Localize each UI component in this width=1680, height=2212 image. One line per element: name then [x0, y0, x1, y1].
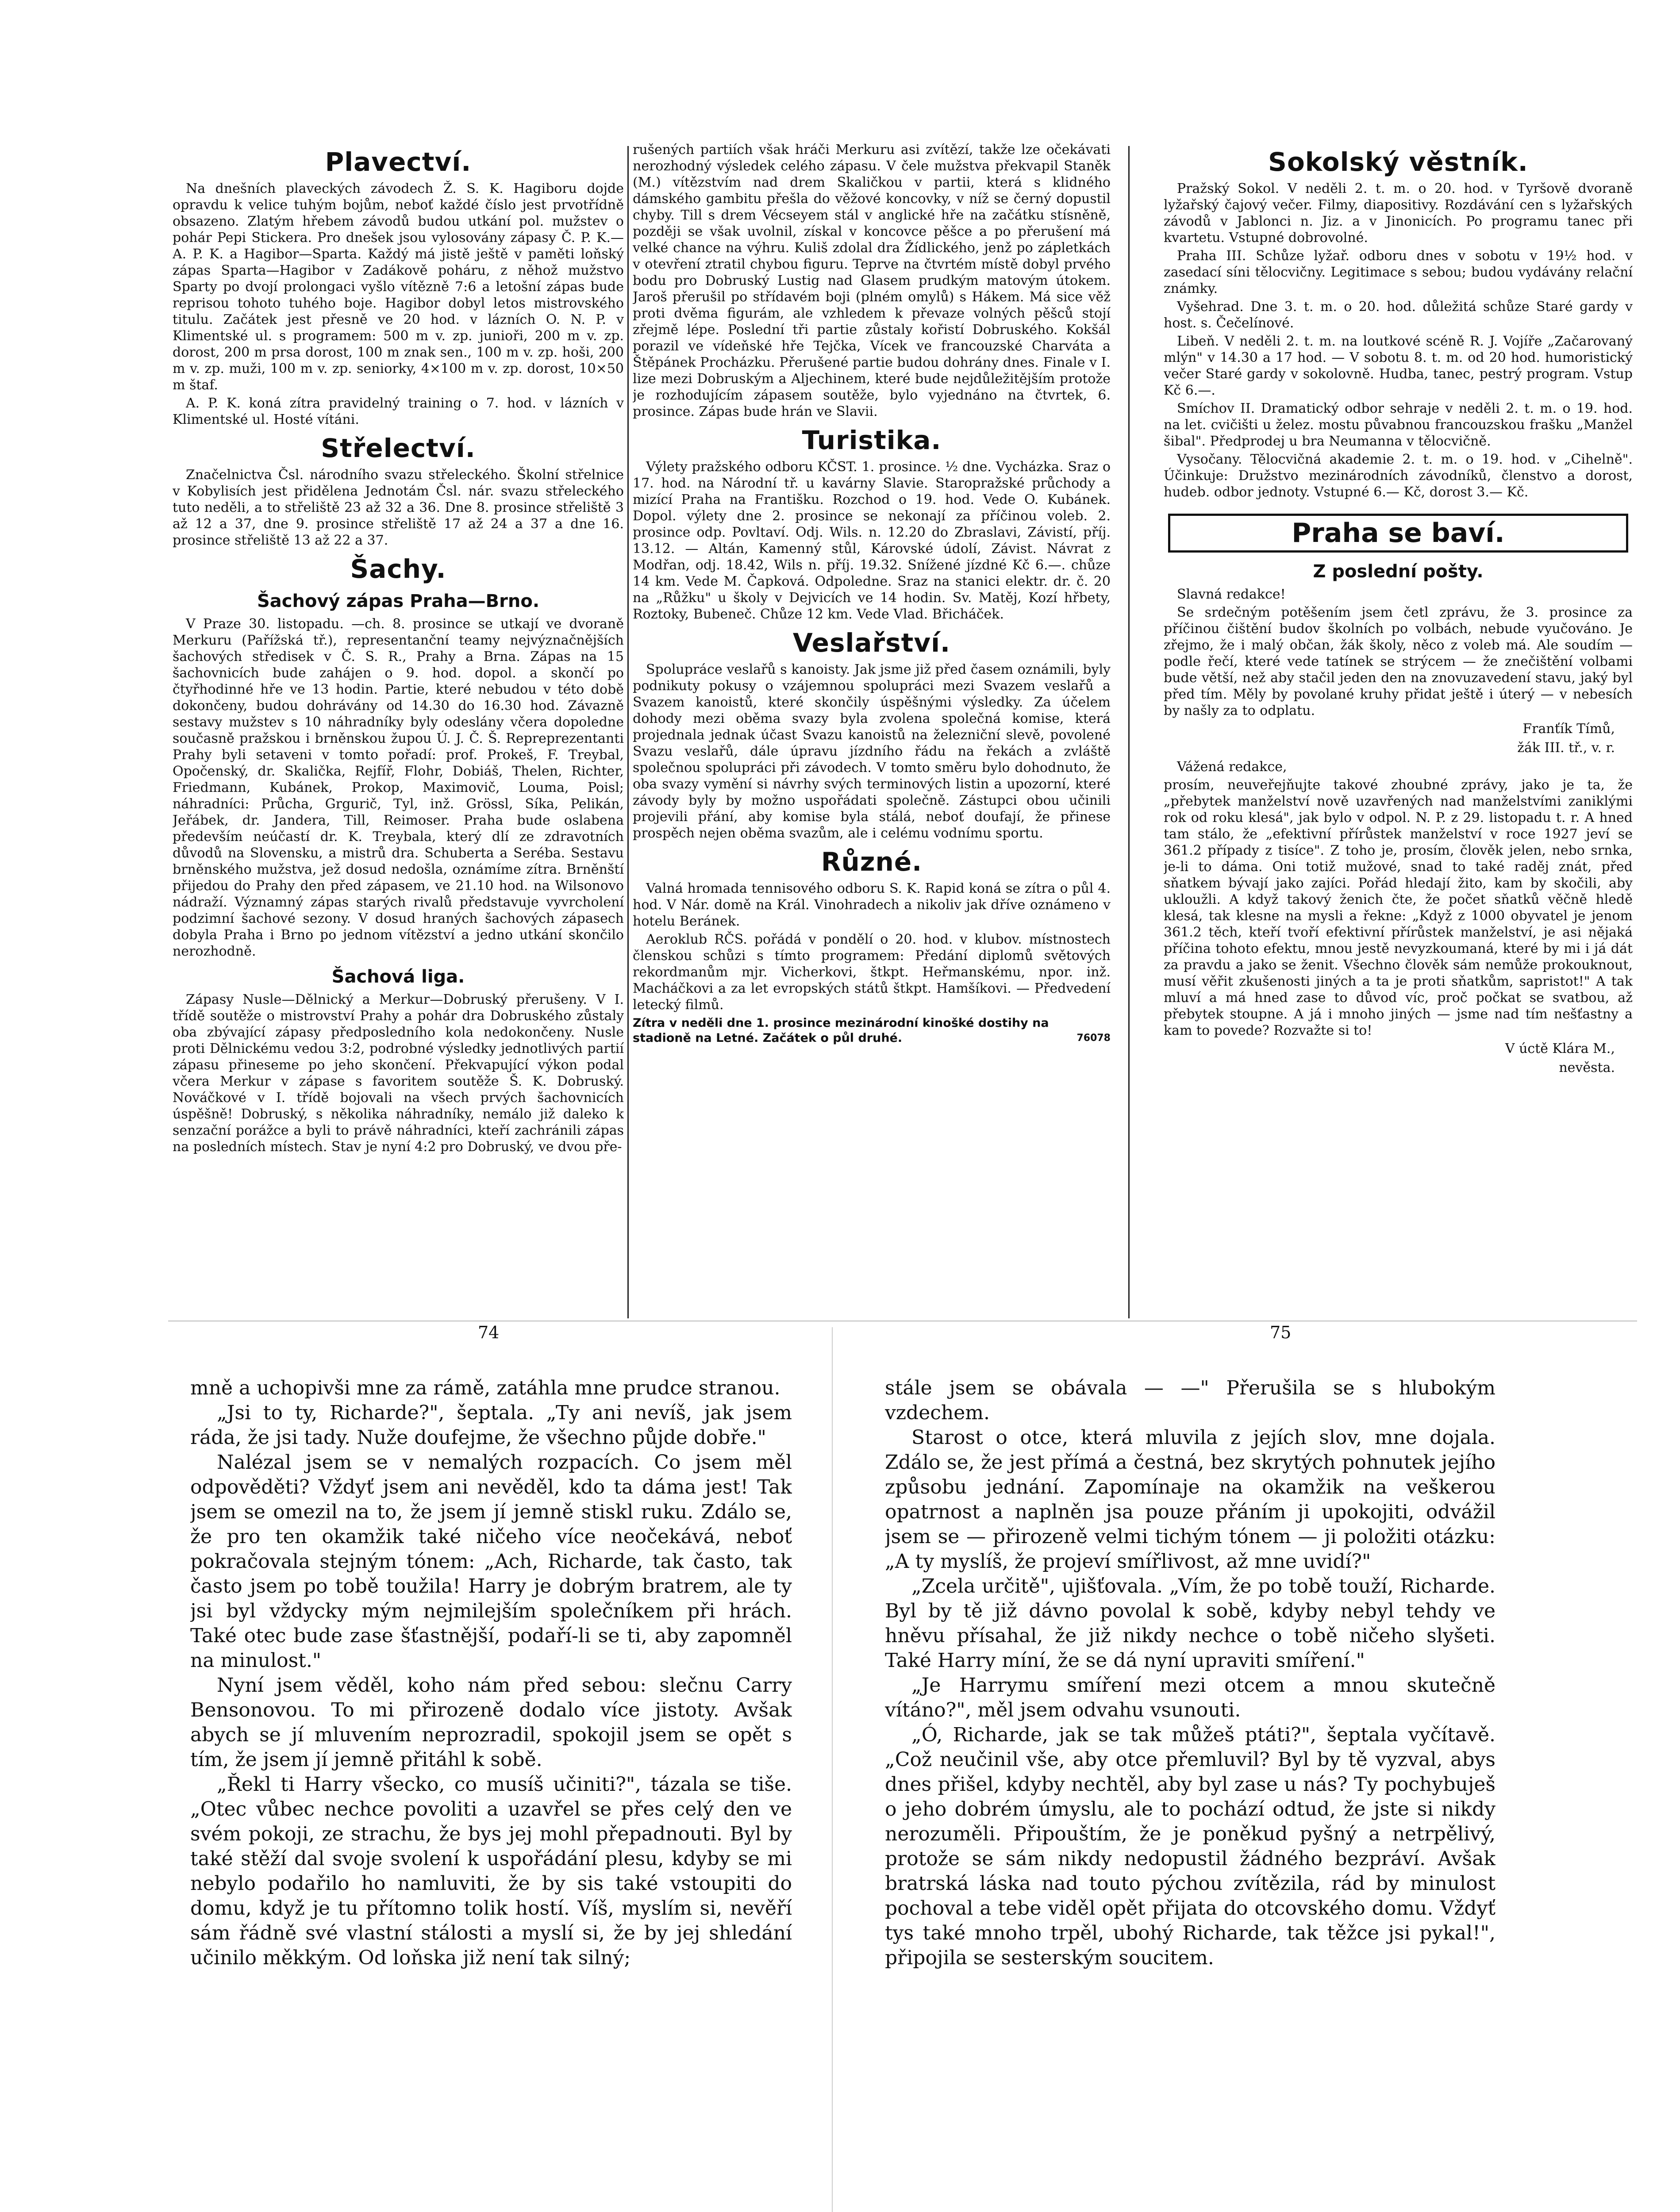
section-heading-ruzne: Různé.	[821, 847, 923, 877]
article-paragraph: Výlety pražského odboru KČST. 1. prosince. ½ dne. Vycházka. Sraz o 17. hod. na Národní tř. u kavárny Slavie. Staropražské průchody a mizící Praha na Františku. Rozchod o 19. hod. Vede O. Kubánek. Dopol. výlety dne 2. prosince se nekonají za příčinou voleb. 2. prosince odp. Povltaví. Odj. Wils. n. 12.20 do Zbraslavi, Závistí, příj. 13.12. — Altán, Kamenný stůl, Károvské údolí, Závist. Návrat z Modřan, odj. 18.42, Wils n. příj. 19.32. Snížené jízdné Kč 6.—. chůze 14 km. Vede M. Čapková. Odpoledne. Sraz na stanici elektr. dr. č. 20 na „Růžku" u školy v Dejvicích ve 14 hodin. Sv. Matěj, Kozí hřbety, Roztoky, Bubeneč. Chůze 12 km. Vede Vlad. Břicháček.	[633, 459, 1111, 622]
article-paragraph: Značelnictva Čsl. národního svazu střeleckého. Školní střelnice v Kobylisích jest přidělena Jednotám Čsl. nár. svazu střeleckého tuto neděli, a to střeliště 23 až 32 a 36. Dne 8. prosince střeliště 3 až 12 a 37, dne 9. prosince střeliště 17 až 24 a 37 a dne 16. prosince střeliště 13 až 22 a 37.	[173, 467, 624, 548]
column-divider	[1128, 146, 1130, 1318]
letter-signature: V úctě Klára M.,	[1505, 1041, 1615, 1056]
book-paragraph: mně a uchopivši mne za rámě, zatáhla mne prudce stranou.	[190, 1377, 780, 1399]
book-paragraph: „Zcela určitě", ujišťovala. „Vím, že po tobě touží, Richarde. Byl by tě již dávno povolal k sobě, kdyby nebyl tehdy ve hněvu přísahal, že již nikdy nechce o tobě ničeho slyšeti. Také Harry míní, že se dá nyní upraviti smíření."	[885, 1575, 1495, 1672]
article-paragraph: Na dnešních plaveckých závodech Ž. S. K. Hagiboru dojde opravdu k velice tuhým bojům, neboť každé číslo jest prvotřídně obsazeno. Zlatým hřebem závodů budou utkání pol. mužstev o pohár Pepi Stickera. Pro dnešek jsou vylosovány zápasy Č. P. K.—A. P. K. a Hagibor—Sparta. Každý má jistě ještě v paměti loňský zápas Sparta—Hagibor v Zadákově poháru, z něhož mužstvo Sparty po dvojí prolongaci vyšlo vítězně 7:6 a letošní zápas bude reprisou tohoto tuhého boje. Hagibor dobyl letos mistrovského titulu. Začátek jest přesně ve 20 hod. v lázních O. N. P. v Klimentské ul. s programem: 500 m v. zp. junioři, 200 m v. zp. dorost, 200 m prsa dorost, 100 m znak sen., 100 m v. zp. hoši, 200 m v. zp. muži, 100 m v. zp. seniorky, 4×100 m v. zp. dorost, 10×50 m štaf.	[173, 181, 624, 393]
letter-salutation: Vážená redakce,	[1177, 759, 1287, 775]
advertisement-notice	[633, 1016, 1111, 1046]
page-number-left: 74	[478, 1323, 500, 1342]
letter-signature: Franťík Tímů,	[1522, 721, 1615, 737]
book-paragraph: stále jsem se obávala — —" Přerušila se s hlubokým vzdechem.	[885, 1377, 1495, 1424]
article-paragraph: V Praze 30. listopadu. —ch. 8. prosince se utkají ve dvoraně Merkuru (Pařížská tř.), representanční teamy nejvýznačnějších šachových středisek v Č. S. R., Prahy a Brna. Zápas na 15 šachovnicích bude zahájen o 9. hod. dopol. a skončí po čtyřhodinné hře ve 13 hodin. Partie, které nebudou v této době dokončeny, budou dohrávány od 14.30 do 16.30 hod. Závazně sestavy mužstev s 10 náhradníky byly odeslány včera dopoledne současně pražskou i brněnskou župou Ú. J. Č. Š. Repreprezentanti Prahy byli setaveni v tomto pořadí: prof. Prokeš, F. Treybal, Opočenský, dr. Skalička, Rejfíř, Flohr, Dobiáš, Thelen, Richter, Friedmann, Kubánek, Prokop, Maximovič, Louma, Poisl; náhradníci: Průcha, Grgurič, Tyl, inž. Grössl, Síka, Pelikán, Jeřábek, dr. Jandera, Till, Reimoser. Praha bude oslabena především neúčastí dr. K. Treybala, který dlí ze zdravotních důvodů na Slovensku, a mistrů dra. Schuberta a Seréba. Sestavu brněnského mužstva, jež dosud nedošla, oznámíme zítra. Brněnští přijedou do Prahy den před zápasem, ve 21.10 hod. na Wilsonovo nádraží. Významný zápas starých rivalů představuje vyvrcholení podzimní šachové sezony. V dosud hraných šachových zápasech dobyla Praha i Brno po jednom vítězství a jedno utkání skončilo nerozhodně.	[173, 616, 624, 959]
section-heading-sachy: Šachy.	[350, 554, 446, 584]
letter-salutation: Slavná redakce!	[1177, 587, 1286, 602]
section-heading-veslarstvi: Veslařství.	[792, 628, 951, 658]
book-paragraph: Starost o otce, která mluvila z jejích slov, mne dojala. Zdálo se, že jest přímá a čestná, bez skrytých pohnutek jejího způsobu jednání. Zapomínaje na okamžik na veškerou opatrnost a naplněn jsa pouze přáním ji upokojiti, odvážil jsem se — přirozeně velmi tichým tónem — ji položiti otázku: „A ty myslíš, že projeví smířlivost, až mne uvidí?"	[885, 1426, 1495, 1573]
article-subheading: Z poslední pošty.	[1313, 561, 1484, 582]
article-paragraph: Spolupráce veslařů s kanoisty. Jak jsme již před časem oznámili, byly podnikuty pokusy o vzájemnou spolupráci mezi Svazem veslařů a Svazem kanoistů, které skončily úspěšnými výsledky. Za účelem dohody mezi oběma svazy byla zvolena společná komise, která projednala jednak účast Svazu kanoistů na železniční slevě, povolené Svazu veslařů, dále úpravu jízdního řádu na řekách a zvláště společnou spolupráci při závodech. V tomto směru bylo dohodnuto, že oba svazy vymění si návrhy svých terminových listin a upozorní, které závody byly by možno uspořádati společně. Zástupci obou učinili projevili přání, aby komise byla stálá, neboť doufají, že přinese prospěch nejen oběma svazům, ale i celému vodnímu sportu.	[633, 662, 1111, 841]
book-page-left	[190, 1376, 792, 2212]
section-heading-sokol: Sokolský věstník.	[1268, 147, 1528, 177]
notice-code: 76078	[1076, 1033, 1111, 1044]
book-paragraph: „Jsi to ty, Richarde?", šeptala. „Ty ani nevíš, jak jsem ráda, že jsi tady. Nuže doufejme, že všechno půjde dobře."	[190, 1402, 792, 1449]
book-page-right	[885, 1376, 1495, 2212]
article-paragraph: Zápasy Nusle—Dělnický a Merkur—Dobruský přerušeny. V I. třídě soutěže o mistrovství Prahy a pohár dra Dobruského zůstaly oba zbývající zápasy předposledního kola nedokončeny. Nusle proti Dělnickému vedou 3:2, podrobné výsledky jednotlivých partií zápasu přineseme po jeho skončení. Překvapující výkon podal včera Merkur v zápase s favoritem soutěže Š. K. Dobruský. Nováčkové v I. třídě bojovali na všech prvých šachovnicích úspěšně! Dobruský, s několika náhradníky, nemálo již daleko k senzační porážce a byli to právě náhradníci, kteří zachránili zápas na posledních místech. Stav je nyní 4:2 pro Dobruský, ve dvou pře-	[173, 992, 624, 1155]
section-heading-turistika: Turistika.	[802, 425, 942, 455]
section-heading-plavectvi: Plavectví.	[325, 147, 472, 177]
column-middle	[633, 142, 1111, 1327]
book-paragraph: „Řekl ti Harry všecko, co musíš učiniti?", tázala se tiše. „Otec vůbec nechce povoliti a uzavřel se přes celý den ve svém pokoji, ze strachu, že bys jej mohl přepadnouti. Byl by také stěží dal svoje svolení k uspořádání plesu, kdyby se mi nebylo podařilo ho namluviti, že by sis také vstoupiti do domu, když je tu přítomno tolik hostí. Víš, myslím si, nevěří sám řádně své vlastní stálosti a myslí si, že by jej shledání učinilo měkkým. Od loňska již není tak silný;	[190, 1773, 792, 1969]
article-paragraph: Vysočany. Tělocvičná akademie 2. t. m. o 19. hod. v „Cihelně". Účinkuje: Družstvo mezinárodních závodníků, členstvo a dorost, hudeb. odbor jednoty. Vstupné 6.— Kč, dorost 3.— Kč.	[1164, 452, 1633, 500]
column-left	[173, 142, 624, 1327]
letter-paragraph: Se srdečným potěšením jsem četl zprávu, že 3. prosince za příčinou čištění budov školních po volbách, nebude vyučováno. Je zřejmo, že i malý občan, žák školy, něco z voleb má. Ale soudím — podle řečí, které vede tatínek se strýcem — že znečištění volbami bude větší, než aby stačil jeden den na znovuzavedení stavu, jaký byl před tím. Měly by povolané kruhy přidat ještě i úterý — v nebesích by našly za to odplatu.	[1164, 605, 1633, 718]
article-paragraph: A. P. K. koná zítra pravidelný training o 7. hod. v lázních v Klimentské ul. Hosté vítáni.	[173, 396, 624, 427]
article-subheading-liga: Šachová liga.	[331, 967, 465, 987]
article-paragraph: Valná hromada tennisového odboru S. K. Rapid koná se zítra o půl 4. hod. V Nár. domě na Král. Vinohradech a nikoliv jak dříve oznámeno v hotelu Beránek.	[633, 881, 1111, 929]
letter-paragraph: prosím, neuveřejňujte takové zhoubné zprávy, jako je ta, že „přebytek manželství nově uzavřených nad manželstvími zaniklými rok od roku klesá", jak bylo v odpol. N. P. z 29. listopadu t. r. A hned tam stálo, že „efektivní přírůstek manželství v roce 1927 jeví se 361.2 případy z tisíce". Z toho je, prosím, člověk jelen, nebo srnka, je-li to dáma. Oni totiž mužové, snad to také raděj znát, před sňatkem bývají jako zajíci. Pořád hledají žito, kam by skočili, aby ukloužli. A když takový ženich čte, že počet sňatků věčně hledě klesá, tak klesne na mysli a řekne: „Když z 1000 obyvatel je jenom 361.2 těch, kteří tvoří efektivní přírůstek manželství, je asi nějaká příčina tohoto efektu, mnou jestě nevyzkoumaná, které by mi i já dát za pravdu a jako se ženit. Všechno člověk sám nemůže prokouknout, musí věřit zkušenosti jiných a ta je proti sňatkům, sapristot!" A tak mluví a má hned zase to důvod víc, proč počkat se svatbou, až přebytek stoupne. A já i mnoho jiných — jsme nad tím nešťastny a kam to povede? Rozvažte si to!	[1164, 777, 1633, 1038]
article-paragraph: Aeroklub RČS. pořádá v pondělí o 20. hod. v klubov. místnostech členskou schůzi s tímto programem: Předání diplomů světových rekordmanům mjr. Vicherkovi, štkpt. Heřmanskému, npor. inž. Macháčkovi a za let evropských států štkpt. Hamšíkovi. — Předvedení letecký filmů.	[633, 932, 1111, 1013]
section-heading-strelectvi: Střelectví.	[321, 433, 476, 463]
column-right	[1164, 142, 1633, 1327]
article-paragraph: Libeň. V neděli 2. t. m. na loutkové scéně R. J. Vojíře „Začarovaný mlýn" v 14.30 a 17 hod. — V sobotu 8. t. m. od 20 hod. humoristický večer Staré gardy v sokolovně. Hudba, tanec, pestrý program. Vstup Kč 6.—.	[1164, 334, 1633, 398]
article-paragraph: Smíchov II. Dramatický odbor sehraje v neděli 2. t. m. o 19. hod. na let. cvičišti u želez. mostu půvabnou francouzskou frašku „Manžel šibal". Předprodej u bra Neumanna v tělocvičně.	[1164, 401, 1633, 449]
article-paragraph: rušených partiích však hráči Merkuru asi zvítězí, takže lze očekávati nerozhodný výsledek celého zápasu. V čele mužstva překvapil Staněk (M.) vítězstvím nad drem Skaličkou v partii, která s klidného dámského gambitu přešla do věžové koncovky, v níž se černý dopustil chyby. Till s drem Vécseyem stál v anglické hře na začátku stísněně, později se však uvolnil, získal v koncovce pěšce a po přerušení má velké chance na výhru. Kuliš zdolal dra Žídlického, jenž po zápletkách v otevření ztratil chybou figuru. Teprve na čtvrtém místě dobyl prvého bodu pro Dobruský Lustig nad Glasem prudkým matovým útokem. Jaroš přerušil po střídavém boji (plném omylů) s Hákem. Má sice věž proti dvěma figurám, ale vzhledem k převaze volných pěšců stojí zřejmě lépe. Poslední tři partie zůstaly kořistí Dobruského. Kokšál porazil ve vídeňské hře Tejčka, Vícek ve francouzské Charváta a Štěpánek Procházku. Přerušené partie budou dohrány dnes. Finale v I. lize mezi Dobruským a Aljechinem, které bude nejdůležitějším protože je rozhodujícím zápasem soutěže, bylo vyjednáno na čtvrtek, 6. prosince. Zápas bude hrán ve Slavii.	[633, 142, 1111, 419]
letter-signature: nevěsta.	[1559, 1060, 1615, 1075]
book-paragraph: „Ó, Richarde, jak se tak můžeš ptáti?", šeptala vyčítavě. „Což neučinil vše, aby otce přemluvil? Byl by tě vyzval, abys dnes přišel, kdyby nechtěl, aby byl zase u nás? Ty pochybuješ o jeho dobrém úmyslu, ale to pochází odtud, že jste si nikdy nerozuměli. Připouštím, že je poněkud pyšný a netrpělivý, protože se sám nikdy nedopustil žádného bezpráví. Avšak bratrská láska nad touto pýchou zvítězila, rád by minulost pochoval a tebe viděl opět přijata do otcovského domu. Vždyť tys také mnoho trpěl, ubohý Richarde, tak těžce jsi pykal!", připojila se sesterským soucitem.	[885, 1724, 1495, 1969]
letter-signature: žák III. tř., v. r.	[1517, 740, 1615, 756]
article-paragraph: Praha III. Schůze lyžař. odboru dnes v sobotu v 19½ hod. v zasedací síni tělocvičny. Legitimace s sebou; budou vydávány relační známky.	[1164, 248, 1633, 296]
book-paragraph: Nalézal jsem se v nemalých rozpacích. Co jsem měl odpověděti? Vždyť jsem ani nevěděl, kdo ta dáma jest! Tak jsem se omezil na to, že jsem jí jemně stiskl ruku. Zdálo se, že pro ten okamžik také ničeho více neočekává, neboť pokračovala stejným tónem: „Ach, Richarde, tak často, tak často jsem po tobě toužila! Harry je dobrým bratrem, ale ty jsi byl vždycky mým nejmilejším společníkem při hrách. Také otec bude zase šťastnější, podaří-li se ti, aby zapomněl na minulost."	[190, 1451, 792, 1672]
book-gutter	[832, 1327, 833, 2212]
article-paragraph: Pražský Sokol. V neděli 2. t. m. o 20. hod. v Tyršově dvoraně lyžařský čajový večer. Filmy, diapositivy. Rozdávání cen s lyžařských závodů v Jablonci n. Jiz. a v Jinonicích. Po programu tanec při kvartetu. Vstupné dobrovolné.	[1164, 181, 1633, 246]
boxed-section-heading: Praha se baví.	[1168, 514, 1628, 553]
column-divider	[627, 146, 629, 1318]
notice-text: Zítra v neděli dne 1. prosince mezinárodní kinošké dostihy na stadioně na Letné. Začátek o půl druhé.	[633, 1016, 1049, 1045]
article-paragraph: Vyšehrad. Dne 3. t. m. o 20. hod. důležitá schůze Staré gardy v host. s. Čečelínové.	[1164, 299, 1633, 331]
book-paragraph: „Je Harrymu smíření mezi otcem a mnou skutečně vítáno?", měl jsem odvahu vsunouti.	[885, 1674, 1495, 1721]
page-number-right: 75	[1270, 1323, 1292, 1342]
book-paragraph: Nyní jsem věděl, koho nám před sebou: slečnu Carry Bensonovou. To mi přirozeně dodalo více jistoty. Avšak abych se jí mluvením neprozradil, spokojil jsem se opět s tím, že jsem jí jemně přitáhl k sobě.	[190, 1674, 792, 1771]
article-subheading: Šachový zápas Praha—Brno.	[257, 591, 540, 611]
